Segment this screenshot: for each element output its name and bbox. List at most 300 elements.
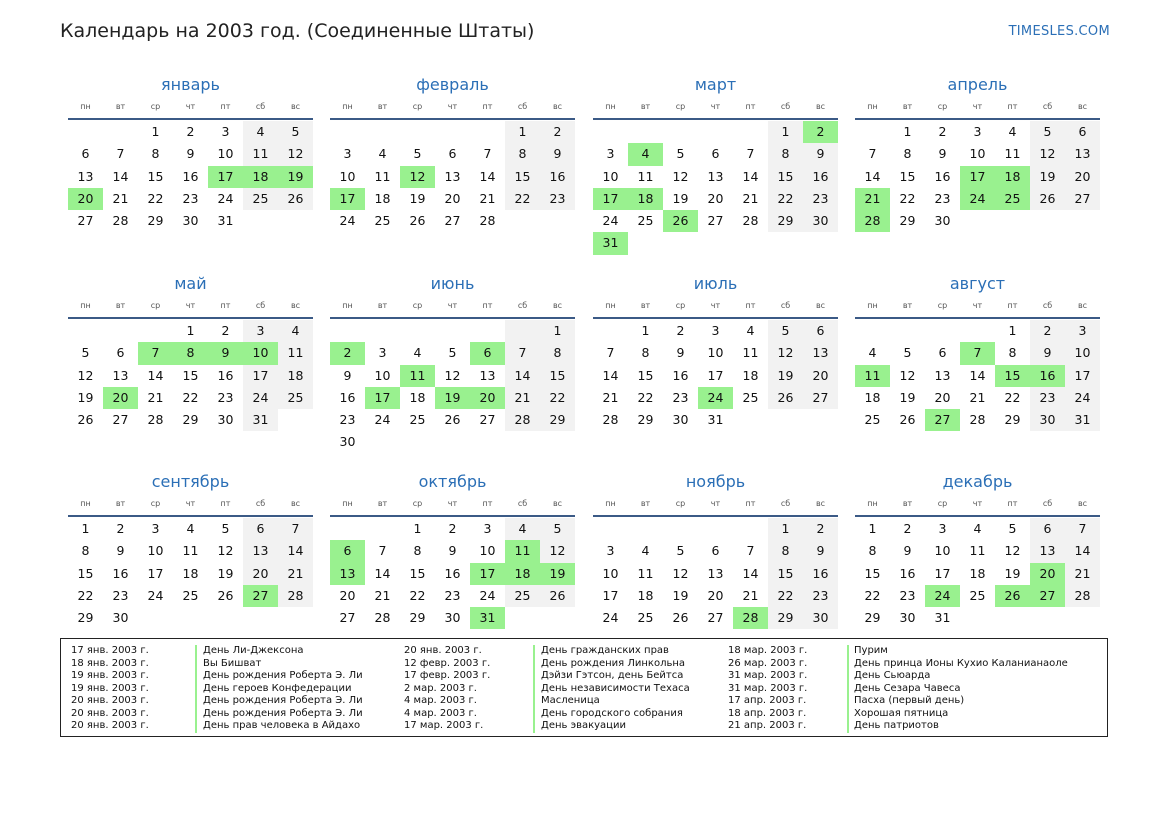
empty-cell [960,607,995,629]
month-name: октябрь [418,472,487,491]
weekday-label: пт [220,102,231,111]
empty-cell [435,121,470,143]
month-name: июль [693,274,738,293]
empty-cell [540,607,575,629]
empty-cell [330,518,365,540]
month-name: январь [161,75,220,94]
weekday-label: вс [815,102,826,111]
empty-cell [1030,210,1065,232]
month-block [593,471,838,629]
days-grid [68,121,313,232]
day-cell: 6 [938,345,947,361]
brand-link[interactable]: TIMESLES.COM [1008,24,1110,39]
day-cell: 14 [147,367,164,383]
legend-date: 12 февр. 2003 г. [404,657,491,669]
day-cell: 22 [409,587,426,603]
day-cell: 26 [409,213,426,229]
legend-date: 17 февр. 2003 г. [404,670,491,681]
day-cell: 14 [112,168,129,184]
weekday-label: ср [937,102,948,111]
weekday-label: пн [867,102,878,111]
day-cell: 17 [1065,365,1100,387]
header-divider [68,515,313,517]
day-cell: 4 [186,521,195,536]
day-cell: 13 [77,168,94,184]
weekday-label: пн [605,499,616,508]
day-cell: 8 [413,543,422,559]
day-cell: 20 [1065,166,1100,188]
day-cell: 30 [112,610,129,626]
day-cell: 25 [182,587,199,603]
day-cell: 20 [68,188,103,210]
day-cell: 28 [1065,585,1100,607]
month-block [855,471,1100,629]
day-cell: 5 [768,320,803,342]
day-cell: 6 [81,146,90,162]
day-cell: 22 [77,587,94,603]
empty-cell [890,320,925,342]
empty-cell [593,518,628,540]
header-divider [855,118,1100,120]
day-cell: 30 [444,610,461,626]
day-cell: 14 [864,168,881,184]
day-cell: 31 [243,409,278,431]
legend-holiday-name: Пасха (первый день) [854,695,965,706]
day-cell: 13 [1030,540,1065,562]
legend-date: 19 янв. 2003 г. [71,670,149,681]
empty-cell [960,210,995,232]
day-cell: 24 [479,587,496,603]
day-cell: 12 [1030,143,1065,165]
day-cell: 13 [243,540,278,562]
weekday-label: вт [115,102,126,111]
day-cell: 18 [969,565,986,581]
day-cell: 15 [768,166,803,188]
day-cell: 3 [938,521,947,536]
weekday-label: чт [185,499,196,508]
day-cell: 24 [602,610,619,626]
weekday-label: ср [937,499,948,508]
weekday-label: ср [675,102,686,111]
empty-cell [733,518,768,540]
legend-date-column [728,645,807,733]
weekday-label: вс [815,499,826,508]
empty-cell [925,320,960,342]
legend-holiday-name: Масленица [541,695,600,706]
legend-holiday-name: День Ли-Джексона [203,645,304,656]
day-cell: 7 [378,543,387,559]
empty-cell [365,518,400,540]
day-cell: 19 [899,389,916,405]
weekday-label: ср [150,301,161,310]
day-cell: 25 [374,213,391,229]
weekday-label: вт [377,499,388,508]
weekday-label: вс [815,301,826,310]
day-cell: 12 [400,166,435,188]
day-cell: 20 [339,587,356,603]
day-cell: 23 [444,587,461,603]
day-cell: 31 [217,213,234,229]
empty-cell [855,320,890,342]
weekday-header [68,299,313,313]
legend-name-column [541,645,690,733]
day-cell: 6 [803,320,838,342]
month-name: февраль [416,75,489,94]
day-cell: 10 [217,146,234,162]
empty-cell [698,232,733,254]
legend-holiday-name: Вы Бишват [203,657,262,669]
day-cell: 21 [742,587,759,603]
day-cell: 3 [1065,320,1100,342]
day-cell: 5 [1030,121,1065,143]
day-cell: 9 [540,143,575,165]
day-cell: 23 [217,389,234,405]
header-divider [330,515,575,517]
empty-cell [68,121,103,143]
weekday-header [330,299,575,313]
day-cell: 24 [925,585,960,607]
day-cell: 7 [483,146,492,162]
weekday-label: чт [972,301,983,310]
day-cell: 16 [672,367,689,383]
legend-holiday-name: День рождения Роберта Э. Ли [203,695,363,706]
day-cell: 18 [182,565,199,581]
page-title: Календарь на 2003 год. (Соединенные Штаты) [60,20,535,42]
day-cell: 15 [637,367,654,383]
day-cell: 2 [803,121,838,143]
day-cell: 28 [602,412,619,428]
day-cell: 2 [221,323,230,338]
day-cell: 19 [768,365,803,387]
day-cell: 21 [742,190,759,206]
legend-holiday-bar [533,645,535,733]
legend-name-column [203,645,363,733]
legend-holiday-name: День независимости Техаса [541,682,690,694]
day-cell: 13 [444,168,461,184]
day-cell: 13 [803,342,838,364]
empty-cell [103,121,138,143]
day-cell: 30 [1030,409,1065,431]
weekday-label: пн [342,301,353,310]
day-cell: 18 [995,166,1030,188]
legend-holiday-name: День патриотов [854,720,939,731]
empty-cell [663,518,698,540]
day-cell: 16 [899,565,916,581]
day-cell: 19 [278,166,313,188]
day-cell: 18 [409,389,426,405]
day-cell: 21 [602,389,619,405]
day-cell: 14 [505,365,540,387]
day-cell: 21 [1065,563,1100,585]
day-cell: 22 [768,585,803,607]
weekday-label: сб [255,301,266,310]
day-cell: 25 [864,412,881,428]
legend-holiday-name: День Сезара Чавеса [854,682,961,694]
day-cell: 2 [803,518,838,540]
day-cell: 30 [339,434,356,450]
legend-holiday-name: День рождения Роберта Э. Ли [203,670,363,681]
day-cell: 27 [339,610,356,626]
days-grid [855,121,1100,232]
weekday-label: пт [745,301,756,310]
day-cell: 18 [742,367,759,383]
day-cell: 15 [768,563,803,585]
day-cell: 3 [973,124,982,139]
day-cell: 10 [1065,342,1100,364]
day-cell: 6 [1065,121,1100,143]
day-cell: 24 [217,190,234,206]
month-name: август [949,274,1006,293]
day-cell: 20 [707,190,724,206]
weekday-label: вс [290,499,301,508]
day-cell: 16 [803,166,838,188]
empty-cell [435,320,470,342]
legend-holiday-name: День Сьюарда [854,670,931,681]
day-cell: 21 [147,389,164,405]
day-cell: 9 [938,146,947,162]
day-cell: 5 [81,345,90,361]
empty-cell [505,210,540,232]
weekday-label: пн [80,301,91,310]
days-grid [330,518,575,629]
day-cell: 29 [147,213,164,229]
day-cell: 17 [330,188,365,210]
legend-holiday-name: День принца Ионы Кухио Каланианаоле [854,657,1068,669]
day-cell: 24 [374,412,391,428]
day-cell: 17 [243,365,278,387]
empty-cell [540,431,575,453]
day-cell: 30 [899,610,916,626]
days-grid [330,121,575,232]
weekday-label: чт [185,301,196,310]
day-cell: 15 [864,565,881,581]
day-cell: 11 [182,543,199,559]
days-grid [68,518,313,629]
day-cell: 15 [899,168,916,184]
month-block [593,273,838,431]
day-cell: 29 [899,213,916,229]
empty-cell [400,431,435,453]
day-cell: 26 [444,412,461,428]
weekday-label: вт [640,102,651,111]
empty-cell [400,121,435,143]
legend-date: 4 мар. 2003 г. [404,695,477,706]
empty-cell [470,431,505,453]
legend-holiday-name: День прав человека в Айдахо [203,720,361,731]
day-cell: 11 [243,143,278,165]
day-cell: 2 [448,521,457,536]
weekday-label: чт [710,301,721,310]
legend-date: 31 мар. 2003 г. [728,670,808,681]
day-cell: 11 [505,540,540,562]
day-cell: 8 [173,342,208,364]
weekday-label: ср [412,301,423,310]
day-cell: 9 [208,342,243,364]
empty-cell [768,409,803,431]
weekday-label: вт [377,102,388,111]
day-cell: 3 [483,521,492,536]
day-cell: 16 [540,166,575,188]
empty-cell [138,607,173,629]
day-cell: 6 [711,543,720,559]
day-cell: 10 [934,543,951,559]
day-cell: 1 [186,323,195,338]
day-cell: 1 [81,521,90,536]
legend-date: 20 янв. 2003 г. [71,720,149,731]
day-cell: 22 [1004,389,1021,405]
day-cell: 8 [81,543,90,559]
day-cell: 1 [768,121,803,143]
weekday-label: чт [710,102,721,111]
day-cell: 10 [339,168,356,184]
empty-cell [243,210,278,232]
day-cell: 2 [540,121,575,143]
weekday-label: пн [80,102,91,111]
day-cell: 6 [448,146,457,162]
day-cell: 23 [803,188,838,210]
day-cell: 18 [637,587,654,603]
month-block [330,273,575,454]
day-cell: 25 [243,188,278,210]
day-cell: 25 [278,387,313,409]
weekday-label: ср [150,102,161,111]
empty-cell [470,121,505,143]
weekday-label: вт [640,301,651,310]
empty-cell [1065,210,1100,232]
empty-cell [505,320,540,342]
empty-cell [278,409,313,431]
day-cell: 25 [505,585,540,607]
weekday-label: вт [902,301,913,310]
day-cell: 23 [112,587,129,603]
day-cell: 16 [934,168,951,184]
day-cell: 23 [899,587,916,603]
empty-cell [628,121,663,143]
day-cell: 10 [969,146,986,162]
day-cell: 20 [444,190,461,206]
weekday-label: сб [255,499,266,508]
day-cell: 6 [470,342,505,364]
day-cell: 27 [1030,585,1065,607]
day-cell: 19 [1030,166,1065,188]
day-cell: 21 [505,387,540,409]
day-cell: 24 [147,587,164,603]
day-cell: 18 [243,166,278,188]
day-cell: 3 [343,146,352,162]
day-cell: 20 [934,389,951,405]
header-divider [855,515,1100,517]
day-cell: 10 [602,168,619,184]
day-cell: 6 [330,540,365,562]
day-cell: 2 [330,342,365,364]
day-cell: 5 [413,146,422,162]
day-cell: 13 [707,168,724,184]
legend-date: 20 янв. 2003 г. [71,707,149,719]
day-cell: 3 [243,320,278,342]
day-cell: 13 [1065,143,1100,165]
day-cell: 22 [540,387,575,409]
weekday-label: сб [255,102,266,111]
day-cell: 28 [733,607,768,629]
day-cell: 11 [1004,146,1021,162]
empty-cell [243,607,278,629]
weekday-label: пт [482,301,493,310]
weekday-label: пт [482,499,493,508]
month-block [68,273,313,431]
weekday-label: сб [1042,499,1053,508]
day-cell: 14 [278,540,313,562]
weekday-label: сб [517,301,528,310]
day-cell: 27 [707,610,724,626]
day-cell: 13 [934,367,951,383]
weekday-label: вс [552,301,563,310]
weekday-label: пн [80,499,91,508]
day-cell: 3 [221,124,230,139]
day-cell: 7 [278,518,313,540]
day-cell: 25 [409,412,426,428]
day-cell: 5 [448,345,457,361]
day-cell: 20 [470,387,505,409]
weekday-label: вт [115,301,126,310]
day-cell: 28 [147,412,164,428]
days-grid [855,320,1100,431]
day-cell: 27 [803,387,838,409]
weekday-header [593,100,838,114]
day-cell: 30 [217,412,234,428]
legend-holiday-name: День героев Конфедерации [203,682,352,694]
day-cell: 20 [103,387,138,409]
month-block [855,273,1100,431]
day-cell: 17 [934,565,951,581]
day-cell: 4 [973,521,982,536]
month-name: сентябрь [151,472,230,491]
empty-cell [960,320,995,342]
day-cell: 8 [768,540,803,562]
day-cell: 6 [1030,518,1065,540]
month-name: март [694,75,737,94]
header-divider [330,118,575,120]
day-cell: 18 [505,563,540,585]
day-cell: 1 [505,121,540,143]
day-cell: 5 [676,146,685,162]
day-cell: 12 [899,367,916,383]
day-cell: 22 [768,188,803,210]
day-cell: 23 [540,188,575,210]
day-cell: 18 [864,389,881,405]
weekday-label: ср [150,499,161,508]
day-cell: 18 [374,190,391,206]
empty-cell [540,210,575,232]
day-cell: 15 [505,166,540,188]
day-cell: 28 [505,409,540,431]
legend-date: 26 мар. 2003 г. [728,657,808,669]
day-cell: 21 [855,188,890,210]
day-cell: 14 [602,367,619,383]
day-cell: 1 [903,124,912,139]
day-cell: 4 [505,518,540,540]
weekday-label: пт [220,499,231,508]
day-cell: 22 [147,190,164,206]
day-cell: 29 [768,210,803,232]
day-cell: 24 [1065,387,1100,409]
weekday-header [855,100,1100,114]
day-cell: 20 [707,587,724,603]
empty-cell [1030,607,1065,629]
day-cell: 25 [637,213,654,229]
day-cell: 17 [208,166,243,188]
day-cell: 30 [182,213,199,229]
day-cell: 11 [400,365,435,387]
